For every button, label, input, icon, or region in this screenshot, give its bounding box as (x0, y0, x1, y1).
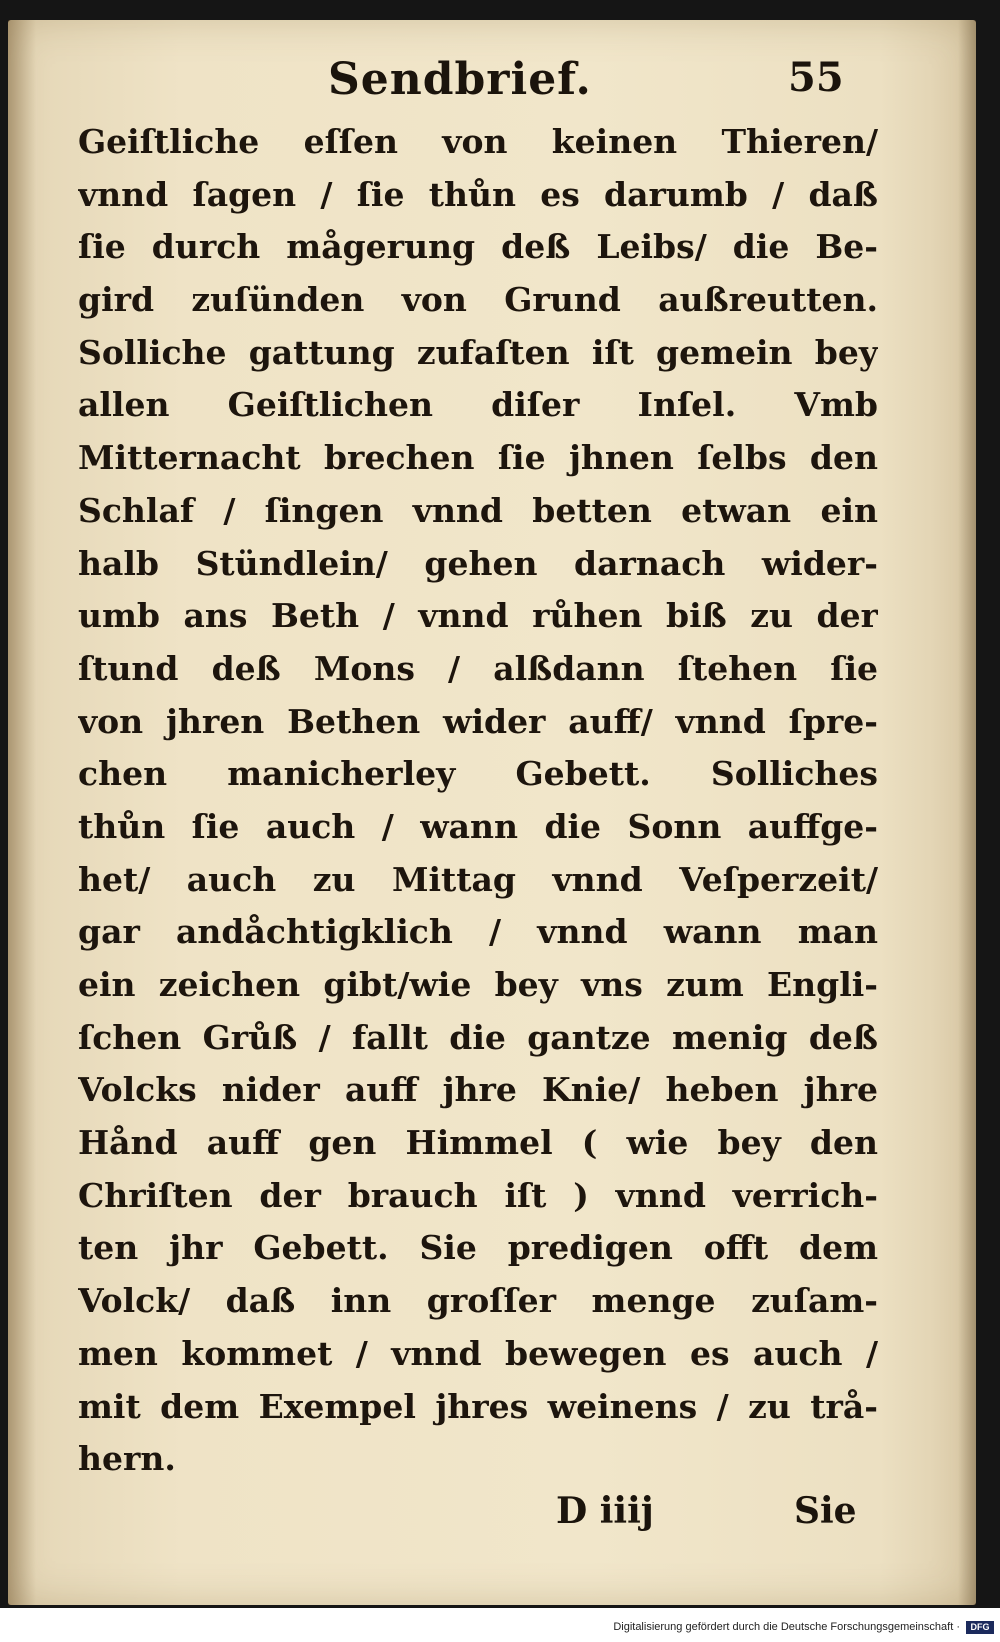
text-line: von jhren Bethen wider auff/ vnnd ſpre- (78, 701, 878, 741)
text-line: ſtund deß Mons / alßdann ſtehen ſie (78, 648, 878, 688)
text-line: ten jhr Gebett. Sie predigen offt dem (78, 1228, 878, 1268)
catchword: Sie (794, 1490, 857, 1532)
text-line: Chriſten der brauch iſt ) vnnd verrich- (78, 1175, 878, 1215)
text-line: het/ auch zu Mittag vnnd Veſperzeit/ (78, 859, 878, 899)
dfg-logo: DFG (966, 1621, 994, 1634)
text-line: Volcks nider auff jhre Knie/ heben jhre (78, 1070, 878, 1110)
page-number: 55 (788, 54, 844, 101)
text-line: umb ans Beth / vnnd růhen biß zu der (78, 596, 878, 636)
book-page (8, 20, 976, 1605)
text-line: Mitternacht brechen ſie jhnen ſelbs den (78, 438, 878, 478)
text-line: mit dem Exempel jhres weinens / zu trå- (78, 1386, 878, 1426)
text-line: Volck/ daß inn groſſer menge zuſam- (78, 1281, 878, 1321)
text-line: Hånd auff gen Himmel ( wie bey den (78, 1123, 878, 1163)
text-line: Schlaf / ſingen vnnd betten etwan ein (78, 490, 878, 530)
text-line: halb Stündlein/ gehen darnach wider- (78, 543, 878, 583)
text-line: men kommet / vnnd bewegen es auch / (78, 1333, 878, 1373)
text-line: chen manicherley Gebett. Solliches (78, 754, 878, 794)
text-line: allen Geiſtlichen diſer Inſel. Vmb (78, 385, 878, 425)
text-line: Solliche gattung zufaſten iſt gemein bey (78, 332, 878, 372)
text-line: ein zeichen gibt/wie bey vns zum Engli- (78, 965, 878, 1004)
spine-shadow (8, 20, 36, 1605)
body-text (78, 116, 878, 1486)
footer-credit: Digitalisierung gefördert durch die Deutsche Forschungsgemeinschaft · (613, 1621, 960, 1633)
signature-mark: D iiij (556, 1490, 654, 1532)
text-line: hern. (78, 1439, 176, 1479)
text-line: Geiſtliche eſſen von keinen Thieren/ (78, 122, 878, 161)
text-line: ſie durch mågerung deß Leibs/ die Be- (78, 227, 878, 267)
running-head: Sendbrief. (328, 54, 592, 105)
text-line: vnnd ſagen / ſie thůn es darumb / daß (78, 174, 878, 214)
text-line: gird zuſünden von Grund außreutten. (78, 280, 878, 320)
text-line: gar andåchtigklich / vnnd wann man (78, 912, 878, 952)
page-edge (958, 20, 976, 1605)
footer-bar (0, 1620, 1000, 1642)
text-line: thůn ſie auch / wann die Sonn auffge- (78, 806, 878, 846)
text-line: ſchen Grůß / fallt die gantze menig deß (78, 1017, 878, 1057)
